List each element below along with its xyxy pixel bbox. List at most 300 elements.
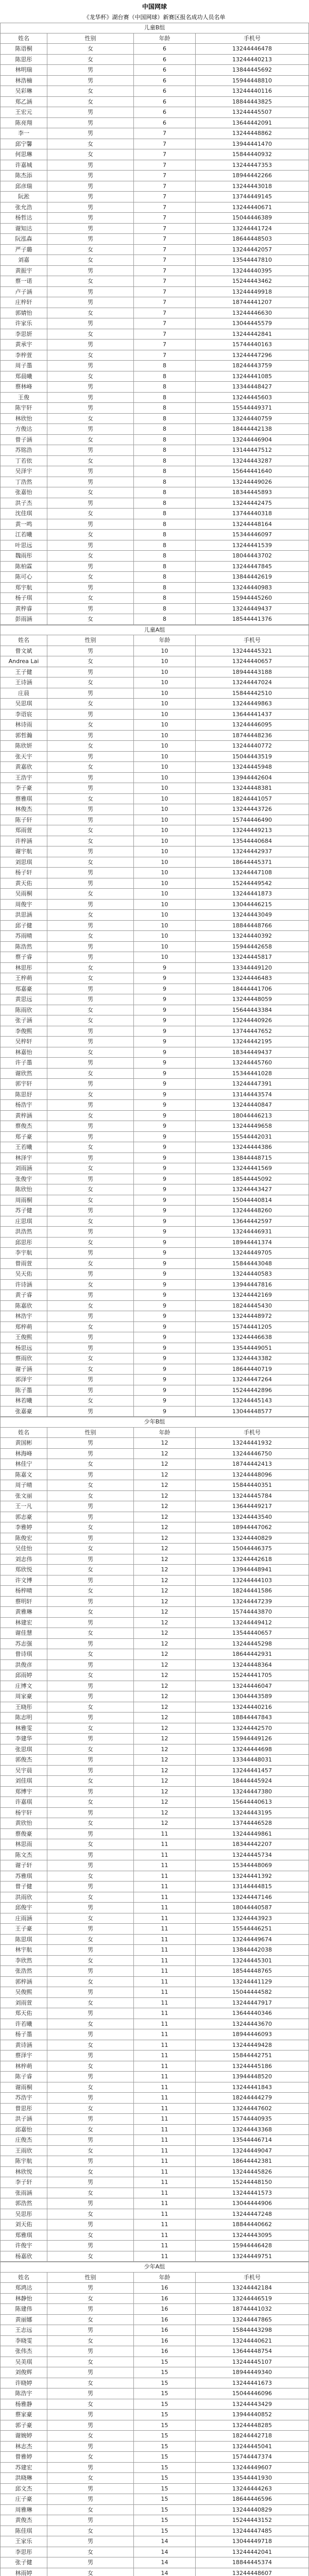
- gender-cell: 男: [47, 2557, 134, 2568]
- table-row: [0, 2061, 309, 2072]
- phone-cell: 13544447810: [196, 255, 309, 265]
- age-cell: 10: [134, 656, 196, 667]
- table-row: [0, 318, 309, 329]
- gender-cell: 男: [47, 2156, 134, 2166]
- name-cell: 郭浩然: [0, 2198, 47, 2209]
- column-header-age: 年龄: [134, 2273, 196, 2283]
- gender-cell: 男: [47, 2420, 134, 2431]
- age-cell: 10: [134, 921, 196, 931]
- table-row: [0, 55, 309, 65]
- age-cell: 10: [134, 942, 196, 952]
- table-row: [0, 2568, 309, 2576]
- table-row: [0, 1227, 309, 1238]
- name-cell: 邱宁馨: [0, 139, 47, 149]
- gender-cell: 男: [47, 1681, 134, 1691]
- gender-cell: 男: [47, 1100, 134, 1110]
- table-row: [0, 752, 309, 762]
- name-cell: 郑子豪: [0, 1132, 47, 1142]
- age-cell: 9: [134, 1269, 196, 1279]
- phone-cell: 18044440587: [196, 1903, 309, 1913]
- table-row: [0, 2283, 309, 2294]
- name-cell: 蔡雅琪: [0, 794, 47, 804]
- age-cell: 9: [134, 1301, 196, 1311]
- table-row: [0, 2442, 309, 2452]
- age-cell: 9: [134, 1353, 196, 1364]
- table-row: [0, 857, 309, 868]
- table-row: [0, 192, 309, 202]
- table-row: [0, 783, 309, 794]
- gender-cell: 男: [47, 1945, 134, 1955]
- name-cell: 阮泓森: [0, 234, 47, 244]
- phone-cell: 13244441673: [196, 2378, 309, 2388]
- table-row: [0, 1216, 309, 1227]
- age-cell: 6: [134, 107, 196, 117]
- table-row: [0, 720, 309, 731]
- name-cell: 黄承宇: [0, 340, 47, 350]
- gender-cell: 女: [47, 1776, 134, 1786]
- gender-cell: 女: [47, 530, 134, 540]
- gender-cell: 男: [47, 878, 134, 889]
- age-cell: 11: [134, 2219, 196, 2230]
- table-row: [0, 1607, 309, 1618]
- age-cell: 11: [134, 1871, 196, 1882]
- gender-cell: 女: [47, 1586, 134, 1596]
- table-row: [0, 773, 309, 784]
- age-cell: 7: [134, 329, 196, 340]
- phone-cell: 13244446931: [196, 1227, 309, 1237]
- name-cell: 郭哲瀚: [0, 731, 47, 741]
- gender-cell: 女: [47, 1913, 134, 1924]
- name-cell: 林俊杰: [0, 804, 47, 815]
- phone-cell: 13244441573: [196, 2188, 309, 2198]
- age-cell: 15: [134, 2357, 196, 2367]
- gender-cell: 女: [47, 2357, 134, 2367]
- table-row: [0, 393, 309, 403]
- age-cell: 11: [134, 2241, 196, 2251]
- name-cell: 黄子睿: [0, 1290, 47, 1300]
- age-cell: 9: [134, 1248, 196, 1258]
- gender-cell: 男: [47, 2515, 134, 2526]
- gender-cell: 女: [47, 2452, 134, 2462]
- gender-cell: 男: [47, 1332, 134, 1343]
- phone-cell: 13244446095: [196, 720, 309, 730]
- name-cell: 谢子涵: [0, 1364, 47, 1375]
- phone-cell: 15244443462: [196, 276, 309, 286]
- name-cell: 李一: [0, 128, 47, 139]
- gender-cell: 女: [47, 1238, 134, 1248]
- table-row: [0, 1544, 309, 1554]
- gender-cell: 女: [47, 1142, 134, 1153]
- gender-cell: 男: [47, 2050, 134, 2061]
- table-row: [0, 202, 309, 213]
- name-cell: 陈欣怡: [0, 1184, 47, 1195]
- age-cell: 16: [134, 2283, 196, 2293]
- gender-cell: 男: [47, 466, 134, 477]
- name-cell: 彭雨涵: [0, 614, 47, 624]
- phone-cell: 18544448765: [196, 1966, 309, 1976]
- gender-cell: 女: [47, 1544, 134, 1554]
- table-row: [0, 403, 309, 414]
- phone-cell: 18944441374: [196, 1238, 309, 1248]
- phone-cell: 13244448096: [196, 1470, 309, 1480]
- table-row: [0, 1090, 309, 1100]
- section-title: 少年A组: [0, 2262, 309, 2272]
- name-cell: 严子璐: [0, 245, 47, 255]
- table-row: [0, 1353, 309, 1364]
- age-cell: 11: [134, 1860, 196, 1871]
- table-row: [0, 1945, 309, 1956]
- age-cell: 10: [134, 794, 196, 804]
- age-cell: 15: [134, 2431, 196, 2441]
- name-cell: 李雅婷: [0, 1522, 47, 1533]
- table-row: [0, 1375, 309, 1385]
- age-cell: 15: [134, 2463, 196, 2473]
- phone-cell: 13244442195: [196, 1037, 309, 1047]
- name-cell: 王诗涵: [0, 677, 47, 688]
- table-row: [0, 1860, 309, 1871]
- gender-cell: 女: [47, 1977, 134, 1987]
- gender-cell: 女: [47, 1069, 134, 1079]
- age-cell: 8: [134, 562, 196, 572]
- phone-cell: 13244449918: [196, 287, 309, 297]
- name-cell: 苏雅琪: [0, 1871, 47, 1882]
- age-cell: 9: [134, 1332, 196, 1343]
- age-cell: 11: [134, 1977, 196, 1987]
- age-cell: 11: [134, 2135, 196, 2145]
- phone-cell: 13244440926: [196, 1015, 309, 1026]
- phone-cell: 13244443382: [196, 1353, 309, 1364]
- phone-cell: 13544446714: [196, 2135, 309, 2145]
- phone-cell: 13244446483: [196, 973, 309, 984]
- name-cell: 郑宇航: [0, 583, 47, 593]
- name-cell: 周子晴: [0, 1480, 47, 1490]
- table-row: [0, 118, 309, 129]
- gender-cell: 女: [47, 2294, 134, 2304]
- age-cell: 15: [134, 2399, 196, 2410]
- gender-cell: 女: [47, 2473, 134, 2483]
- table-row: [0, 2125, 309, 2136]
- phone-cell: 13244446519: [196, 2294, 309, 2304]
- name-cell: 刘天佑: [0, 2219, 47, 2230]
- age-cell: 9: [134, 1015, 196, 1026]
- phone-cell: 13244448862: [196, 128, 309, 139]
- table-row: [0, 910, 309, 921]
- table-row: [0, 2388, 309, 2399]
- phone-cell: 15844442751: [196, 2050, 309, 2061]
- column-header-gender: 性别: [47, 1428, 134, 1438]
- name-cell: 曾雨萱: [0, 1259, 47, 1269]
- gender-cell: 女: [47, 2040, 134, 2050]
- gender-cell: 男: [47, 604, 134, 614]
- name-cell: 李宇航: [0, 1248, 47, 1258]
- gender-cell: 男: [47, 1311, 134, 1321]
- gender-cell: 女: [47, 1607, 134, 1617]
- phone-cell: 13244443726: [196, 804, 309, 815]
- age-cell: 12: [134, 1702, 196, 1713]
- phone-cell: 13244445301: [196, 1956, 309, 1966]
- age-cell: 12: [134, 1755, 196, 1765]
- name-cell: 张允浩: [0, 202, 47, 213]
- table-row: [0, 1005, 309, 1016]
- phone-cell: 13844442038: [196, 1945, 309, 1955]
- age-cell: 11: [134, 2050, 196, 2061]
- phone-cell: 13244442057: [196, 245, 309, 255]
- name-cell: 谢知达: [0, 224, 47, 234]
- phone-cell: 18244445430: [196, 1301, 309, 1311]
- age-cell: 16: [134, 2315, 196, 2325]
- age-cell: 11: [134, 1839, 196, 1850]
- table-row: [0, 963, 309, 974]
- name-cell: 邱子健: [0, 921, 47, 931]
- table-row: [0, 583, 309, 594]
- table-row: [0, 1818, 309, 1829]
- table-row: [0, 551, 309, 562]
- table-row: [0, 2104, 309, 2114]
- age-cell: 16: [134, 2325, 196, 2335]
- gender-cell: 女: [47, 1163, 134, 1174]
- table-row: [0, 86, 309, 97]
- table-row: [0, 667, 309, 678]
- table-row: [0, 1522, 309, 1533]
- age-cell: 6: [134, 44, 196, 54]
- age-cell: 7: [134, 224, 196, 234]
- gender-cell: 女: [47, 1090, 134, 1100]
- gender-cell: 女: [47, 2125, 134, 2135]
- group-table: [0, 23, 309, 625]
- gender-cell: 女: [47, 1480, 134, 1490]
- name-cell: 陈可心: [0, 572, 47, 582]
- phone-cell: 13244445298: [196, 1639, 309, 1649]
- name-cell: 李思妍: [0, 329, 47, 340]
- phone-cell: 13244449863: [196, 699, 309, 709]
- table-row: [0, 1966, 309, 1977]
- name-cell: 庄思琪: [0, 1216, 47, 1227]
- phone-cell: 18244443759: [196, 361, 309, 371]
- gender-cell: 女: [47, 487, 134, 498]
- gender-cell: 男: [47, 76, 134, 86]
- table-row: [0, 2336, 309, 2347]
- gender-cell: 男: [47, 1597, 134, 1607]
- name-cell: 黄天佑: [0, 878, 47, 889]
- column-header-name: 姓名: [0, 1428, 47, 1438]
- name-cell: 郑博宇: [0, 1787, 47, 1797]
- phone-cell: 13244446638: [196, 1332, 309, 1343]
- name-cell: 林佳宁: [0, 1459, 47, 1469]
- table-row: [0, 731, 309, 741]
- phone-cell: 13244443429: [196, 2399, 309, 2410]
- column-header-age: 年龄: [134, 33, 196, 44]
- name-cell: 吴思彤: [0, 2209, 47, 2219]
- phone-cell: 13244444698: [196, 1744, 309, 1755]
- name-cell: 林明瑞: [0, 65, 47, 75]
- name-cell: 黄梓睿: [0, 604, 47, 614]
- age-cell: 7: [134, 255, 196, 265]
- gender-cell: 男: [47, 393, 134, 403]
- name-cell: 王俊: [0, 393, 47, 403]
- gender-cell: 女: [47, 2251, 134, 2262]
- age-cell: 10: [134, 646, 196, 656]
- name-cell: 林雨婷: [0, 2568, 47, 2576]
- name-cell: 周子墨: [0, 361, 47, 371]
- age-cell: 12: [134, 1797, 196, 1807]
- gender-cell: 男: [47, 1787, 134, 1797]
- column-header-phone: 手机号: [196, 1428, 309, 1438]
- age-cell: 12: [134, 1808, 196, 1818]
- phone-cell: 13244445107: [196, 2357, 309, 2367]
- phone-cell: 13044445579: [196, 318, 309, 329]
- phone-cell: 13244448972: [196, 1311, 309, 1321]
- name-cell: 陈文杰: [0, 1850, 47, 1860]
- table-row: [0, 1364, 309, 1375]
- name-cell: 郑雨萱: [0, 825, 47, 836]
- table-row: [0, 2188, 309, 2199]
- name-cell: 王宏元: [0, 107, 47, 117]
- age-cell: 15: [134, 2378, 196, 2388]
- name-cell: 王俊熙: [0, 1332, 47, 1343]
- phone-cell: 13244442570: [196, 1723, 309, 1734]
- name-cell: 刘嘉: [0, 255, 47, 265]
- table-row: [0, 741, 309, 752]
- phone-cell: 13244443670: [196, 2019, 309, 2029]
- age-cell: 7: [134, 308, 196, 318]
- name-cell: 郭子豪: [0, 2420, 47, 2431]
- gender-cell: 男: [47, 1691, 134, 1702]
- section-title-row: [0, 625, 309, 636]
- gender-cell: 女: [47, 614, 134, 624]
- phone-cell: 13844445692: [196, 65, 309, 75]
- table-row: [0, 1069, 309, 1079]
- gender-cell: 女: [47, 329, 134, 340]
- phone-cell: 18444445924: [196, 1776, 309, 1786]
- age-cell: 15: [134, 2367, 196, 2378]
- gender-cell: 男: [47, 1860, 134, 1871]
- gender-cell: 男: [47, 2388, 134, 2399]
- age-cell: 8: [134, 487, 196, 498]
- gender-cell: 男: [47, 1343, 134, 1353]
- table-row: [0, 445, 309, 456]
- age-cell: 11: [134, 2082, 196, 2093]
- table-row: [0, 1776, 309, 1787]
- phone-cell: 15244442896: [196, 1385, 309, 1396]
- gender-cell: 女: [47, 1723, 134, 1734]
- gender-cell: 男: [47, 1618, 134, 1628]
- gender-cell: 男: [47, 1290, 134, 1300]
- phone-cell: 18344449437: [196, 1047, 309, 1058]
- age-cell: 15: [134, 2494, 196, 2504]
- phone-cell: 13144443574: [196, 1090, 309, 1100]
- phone-cell: 15544446251: [196, 1924, 309, 1934]
- table-row: [0, 1565, 309, 1575]
- gender-cell: 女: [47, 656, 134, 667]
- age-cell: 10: [134, 773, 196, 783]
- gender-cell: 男: [47, 540, 134, 551]
- table-row: [0, 340, 309, 350]
- gender-cell: 女: [47, 2336, 134, 2346]
- gender-cell: 男: [47, 160, 134, 171]
- phone-cell: 15244441705: [196, 1670, 309, 1681]
- name-cell: 邱彦瑞: [0, 181, 47, 192]
- gender-cell: 男: [47, 2029, 134, 2040]
- gender-cell: 男: [47, 118, 134, 128]
- phone-cell: 18344442207: [196, 1839, 309, 1850]
- gender-cell: 男: [47, 2494, 134, 2504]
- name-cell: 林欣怡: [0, 414, 47, 424]
- gender-cell: 男: [47, 2283, 134, 2293]
- phone-cell: 13244440772: [196, 741, 309, 751]
- age-cell: 7: [134, 192, 196, 202]
- table-row: [0, 181, 309, 192]
- phone-cell: 15744440163: [196, 340, 309, 350]
- phone-cell: 13244443195: [196, 1808, 309, 1818]
- name-cell: 王梓萌: [0, 973, 47, 984]
- name-cell: 洪浩然: [0, 1227, 47, 1237]
- phone-cell: 13744446528: [196, 1818, 309, 1828]
- phone-cell: 15244443152: [196, 2515, 309, 2526]
- age-cell: 8: [134, 530, 196, 540]
- age-cell: 7: [134, 128, 196, 139]
- phone-cell: 18244442718: [196, 2431, 309, 2441]
- table-row: [0, 1026, 309, 1037]
- phone-cell: 13244447108: [196, 868, 309, 878]
- table-row: [0, 709, 309, 720]
- age-cell: 11: [134, 1935, 196, 1945]
- gender-cell: 女: [47, 44, 134, 54]
- name-cell: 苏建宏: [0, 2463, 47, 2473]
- gender-cell: 男: [47, 2367, 134, 2378]
- gender-cell: 男: [47, 667, 134, 677]
- name-cell: 曾雅婷: [0, 2452, 47, 2462]
- gender-cell: 女: [47, 1005, 134, 1015]
- phone-cell: 13644442597: [196, 1216, 309, 1227]
- name-cell: 郑雅琪: [0, 2230, 47, 2241]
- age-cell: 11: [134, 1903, 196, 1913]
- table-row: [0, 2399, 309, 2410]
- phone-cell: 13244440657: [196, 656, 309, 667]
- name-cell: 王雨欣: [0, 2146, 47, 2156]
- table-row: [0, 2367, 309, 2378]
- gender-cell: 男: [47, 1058, 134, 1068]
- age-cell: 8: [134, 604, 196, 614]
- name-cell: 陈嘉文: [0, 1470, 47, 1480]
- name-cell: 陈思彤: [0, 55, 47, 65]
- age-cell: 9: [134, 1216, 196, 1227]
- age-cell: 6: [134, 86, 196, 96]
- name-cell: 刘俊辉: [0, 2367, 47, 2378]
- name-cell: 曾子健: [0, 1882, 47, 1892]
- table-row: [0, 424, 309, 435]
- age-cell: 12: [134, 1597, 196, 1607]
- column-header-age: 年龄: [134, 1428, 196, 1438]
- phone-cell: 18344445893: [196, 487, 309, 498]
- phone-cell: 13244447248: [196, 2209, 309, 2219]
- phone-cell: 13244442169: [196, 1290, 309, 1300]
- name-cell: 郑鸿达: [0, 2283, 47, 2293]
- table-row: [0, 804, 309, 815]
- gender-cell: 男: [47, 1121, 134, 1131]
- table-row: [0, 2410, 309, 2420]
- age-cell: 11: [134, 1913, 196, 1924]
- name-cell: 黄雅琳: [0, 1607, 47, 1617]
- phone-cell: 18444442138: [196, 424, 309, 434]
- gender-cell: 男: [47, 1026, 134, 1037]
- age-cell: 9: [134, 1184, 196, 1195]
- table-row: [0, 1723, 309, 1734]
- table-row: [0, 350, 309, 361]
- phone-cell: 18644445371: [196, 857, 309, 868]
- phone-cell: 18244441057: [196, 794, 309, 804]
- gender-cell: 男: [47, 1829, 134, 1839]
- age-cell: 11: [134, 2008, 196, 2019]
